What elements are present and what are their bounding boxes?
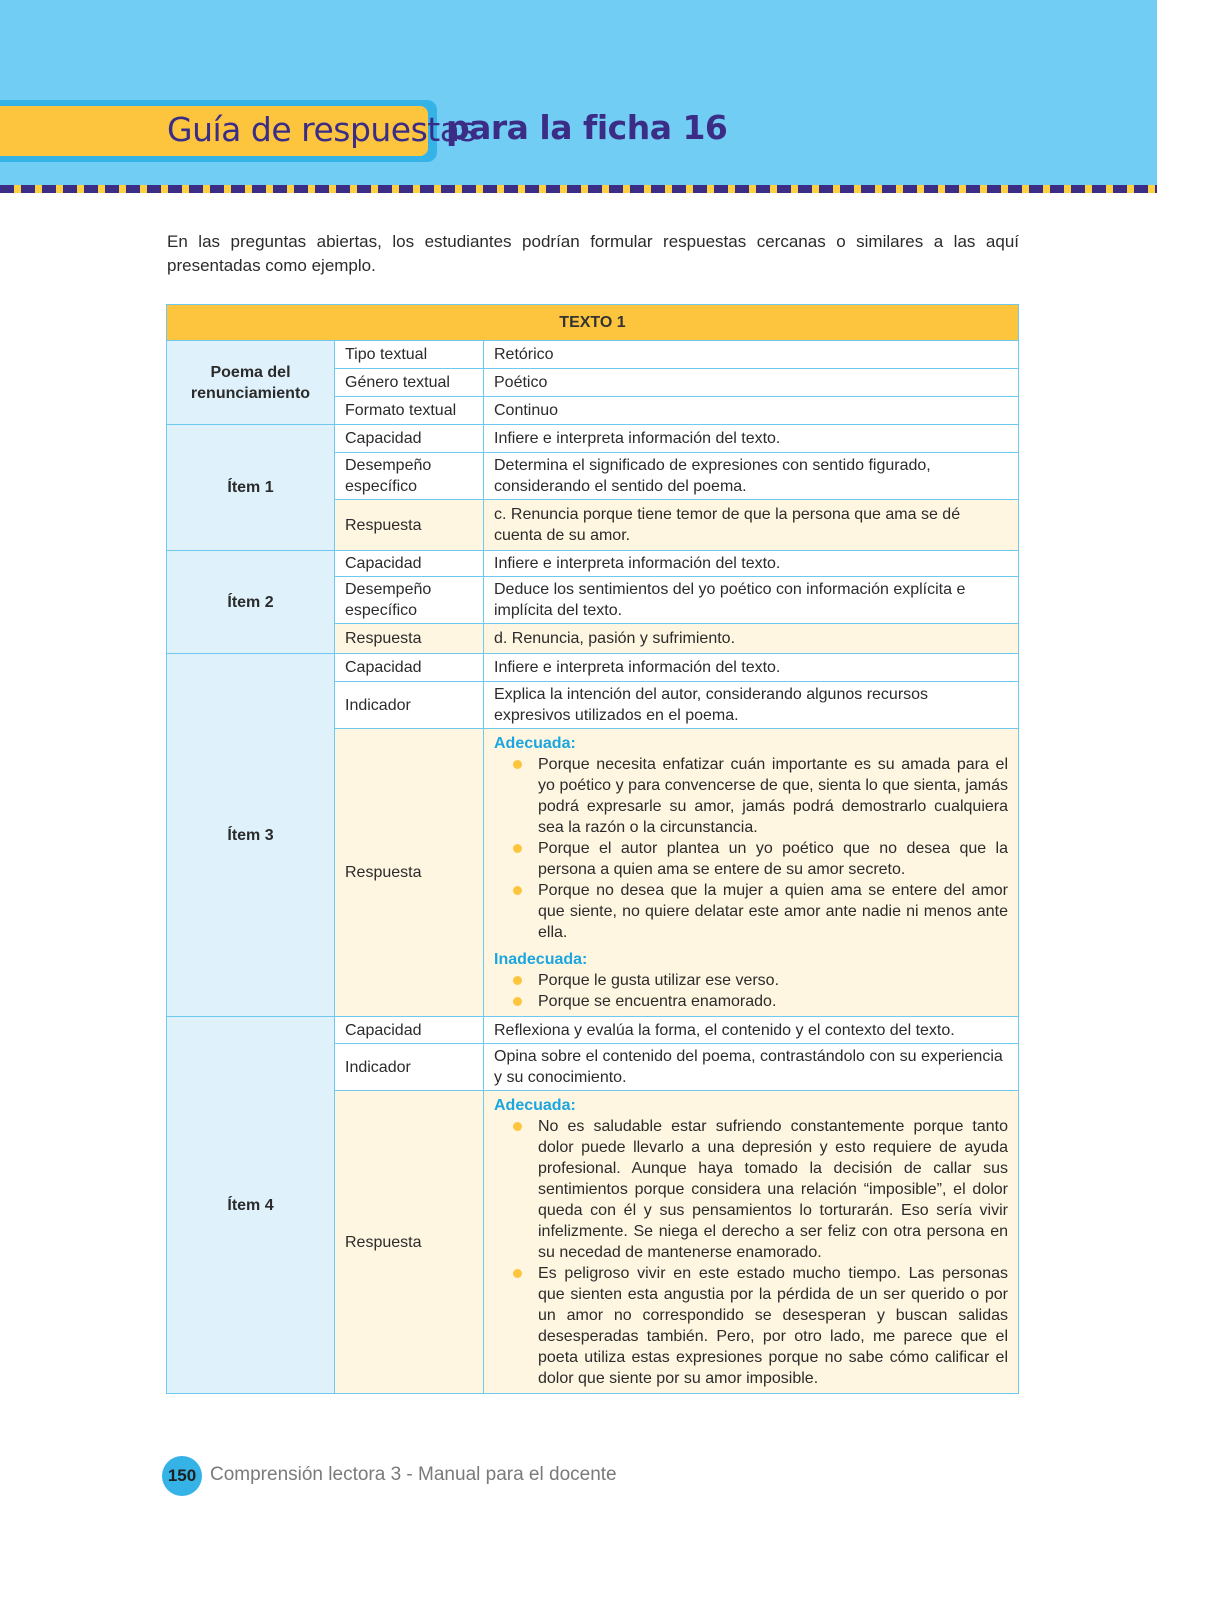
group-poem: Poema del renunciamiento: [167, 341, 335, 425]
row-value: Determina el significado de expresiones con sentido figurado, considerando el sentido del poema.: [484, 453, 1019, 500]
adequate-title: Adecuada:: [494, 1097, 576, 1114]
table-row: [167, 341, 1019, 369]
list-item: Porque no desea que la mujer a quien ama se entere del amor que siente, no quiere delatar este amor ante nadie ni menos ante ella.: [494, 880, 1008, 943]
footer-title: Comprensión lectora 3 - Manual para el docente: [210, 1464, 617, 1485]
row-value: Deduce los sentimientos del yo poético con información explícita e implícita del texto.: [484, 577, 1019, 624]
intro-paragraph: En las preguntas abiertas, los estudiantes podrían formular respuestas cercanas o similares a las aquí presentadas como ejemplo.: [167, 232, 1019, 275]
adequate-list: [494, 754, 1008, 943]
adequate-list: [494, 1116, 1008, 1389]
row-value: Infiere e interpreta información del texto.: [484, 425, 1019, 453]
row-label: Indicador: [335, 682, 484, 729]
group-item-3: Ítem 3: [167, 654, 335, 1017]
row-label: Capacidad: [335, 551, 484, 577]
row-label: Capacidad: [335, 425, 484, 453]
answer-block: [484, 1091, 1019, 1394]
list-item: Porque el autor plantea un yo poético que no desea que la persona a quien ama se entere de su amor secreto.: [494, 838, 1008, 880]
answers-table: [166, 304, 1019, 1394]
row-value: Infiere e interpreta información del texto.: [484, 654, 1019, 682]
list-item: No es saludable estar sufriendo constantemente porque tanto dolor puede llevarlo a una depresión y esto requiere de ayuda profesional. Aunque haya tomado la decisión de callar sus sentimientos porque considera una relación “imposible”, el dolor queda con él y sus pensamientos lo torturarán. Eso sería vivir infelizmente. Se niega el derecho a ser feliz con otra persona en su necedad de mantenerse enamorado.: [494, 1116, 1008, 1263]
group-item-4: Ítem 4: [167, 1017, 335, 1394]
row-label: Respuesta: [335, 624, 484, 654]
group-item-2: Ítem 2: [167, 551, 335, 654]
row-label: Desempeño específico: [335, 577, 484, 624]
group-item-1: Ítem 1: [167, 425, 335, 551]
row-label: Género textual: [335, 369, 484, 397]
answer-value: c. Renuncia porque tiene temor de que la persona que ama se dé cuenta de su amor.: [484, 500, 1019, 551]
row-label: Capacidad: [335, 1017, 484, 1044]
row-label: Desempeño específico: [335, 453, 484, 500]
answer-value: d. Renuncia, pasión y sufrimiento.: [484, 624, 1019, 654]
table-heading-row: [167, 305, 1019, 341]
list-item: Porque le gusta utilizar ese verso.: [494, 970, 1008, 991]
row-value: Poético: [484, 369, 1019, 397]
row-value: Continuo: [484, 397, 1019, 425]
list-item: Porque se encuentra enamorado.: [494, 991, 1008, 1012]
page-subtitle: para la ficha 16: [446, 108, 728, 147]
page-number: 150: [162, 1456, 202, 1496]
row-label: Respuesta: [335, 500, 484, 551]
header-banner: [0, 0, 1157, 193]
row-value: Infiere e interpreta información del texto.: [484, 551, 1019, 577]
row-label: Tipo textual: [335, 341, 484, 369]
table-heading: TEXTO 1: [167, 305, 1019, 341]
inadequate-title: Inadecuada:: [494, 951, 588, 968]
row-value: Reflexiona y evalúa la forma, el contenido y el contexto del texto.: [484, 1017, 1019, 1044]
row-value: Opina sobre el contenido del poema, contrastándolo con su experiencia y su conocimiento.: [484, 1044, 1019, 1091]
answer-block: [484, 729, 1019, 1017]
table-row: [167, 551, 1019, 577]
table-row: [167, 654, 1019, 682]
row-label: Indicador: [335, 1044, 484, 1091]
row-label: Respuesta: [335, 1091, 484, 1394]
row-label: Respuesta: [335, 729, 484, 1017]
row-label: Capacidad: [335, 654, 484, 682]
list-item: Porque necesita enfatizar cuán importante es su amada para el yo poético y para convencerse de que, sienta lo que sienta, jamás podrá expresarle su amor, jamás podrá demostrarlo cualquiera sea la razón o la circunstancia.: [494, 754, 1008, 838]
row-value: Explica la intención del autor, considerando algunos recursos expresivos utilizados en el poema.: [484, 682, 1019, 729]
adequate-title: Adecuada:: [494, 735, 576, 752]
inadequate-list: [494, 970, 1008, 1012]
dashed-divider: [0, 185, 1157, 193]
page-title: Guía de respuestas: [167, 110, 477, 149]
table-row: [167, 425, 1019, 453]
row-value: Retórico: [484, 341, 1019, 369]
row-label: Formato textual: [335, 397, 484, 425]
list-item: Es peligroso vivir en este estado mucho tiempo. Las personas que sienten esta angustia por la pérdida de un ser querido o por un amor no correspondido se desesperan y buscan salidas desesperadas también. Pero, por otro lado, me parece que el poeta utiliza estas expresiones porque no sabe cómo calificar el dolor que siente por su amor imposible.: [494, 1263, 1008, 1389]
table-row: [167, 1017, 1019, 1044]
